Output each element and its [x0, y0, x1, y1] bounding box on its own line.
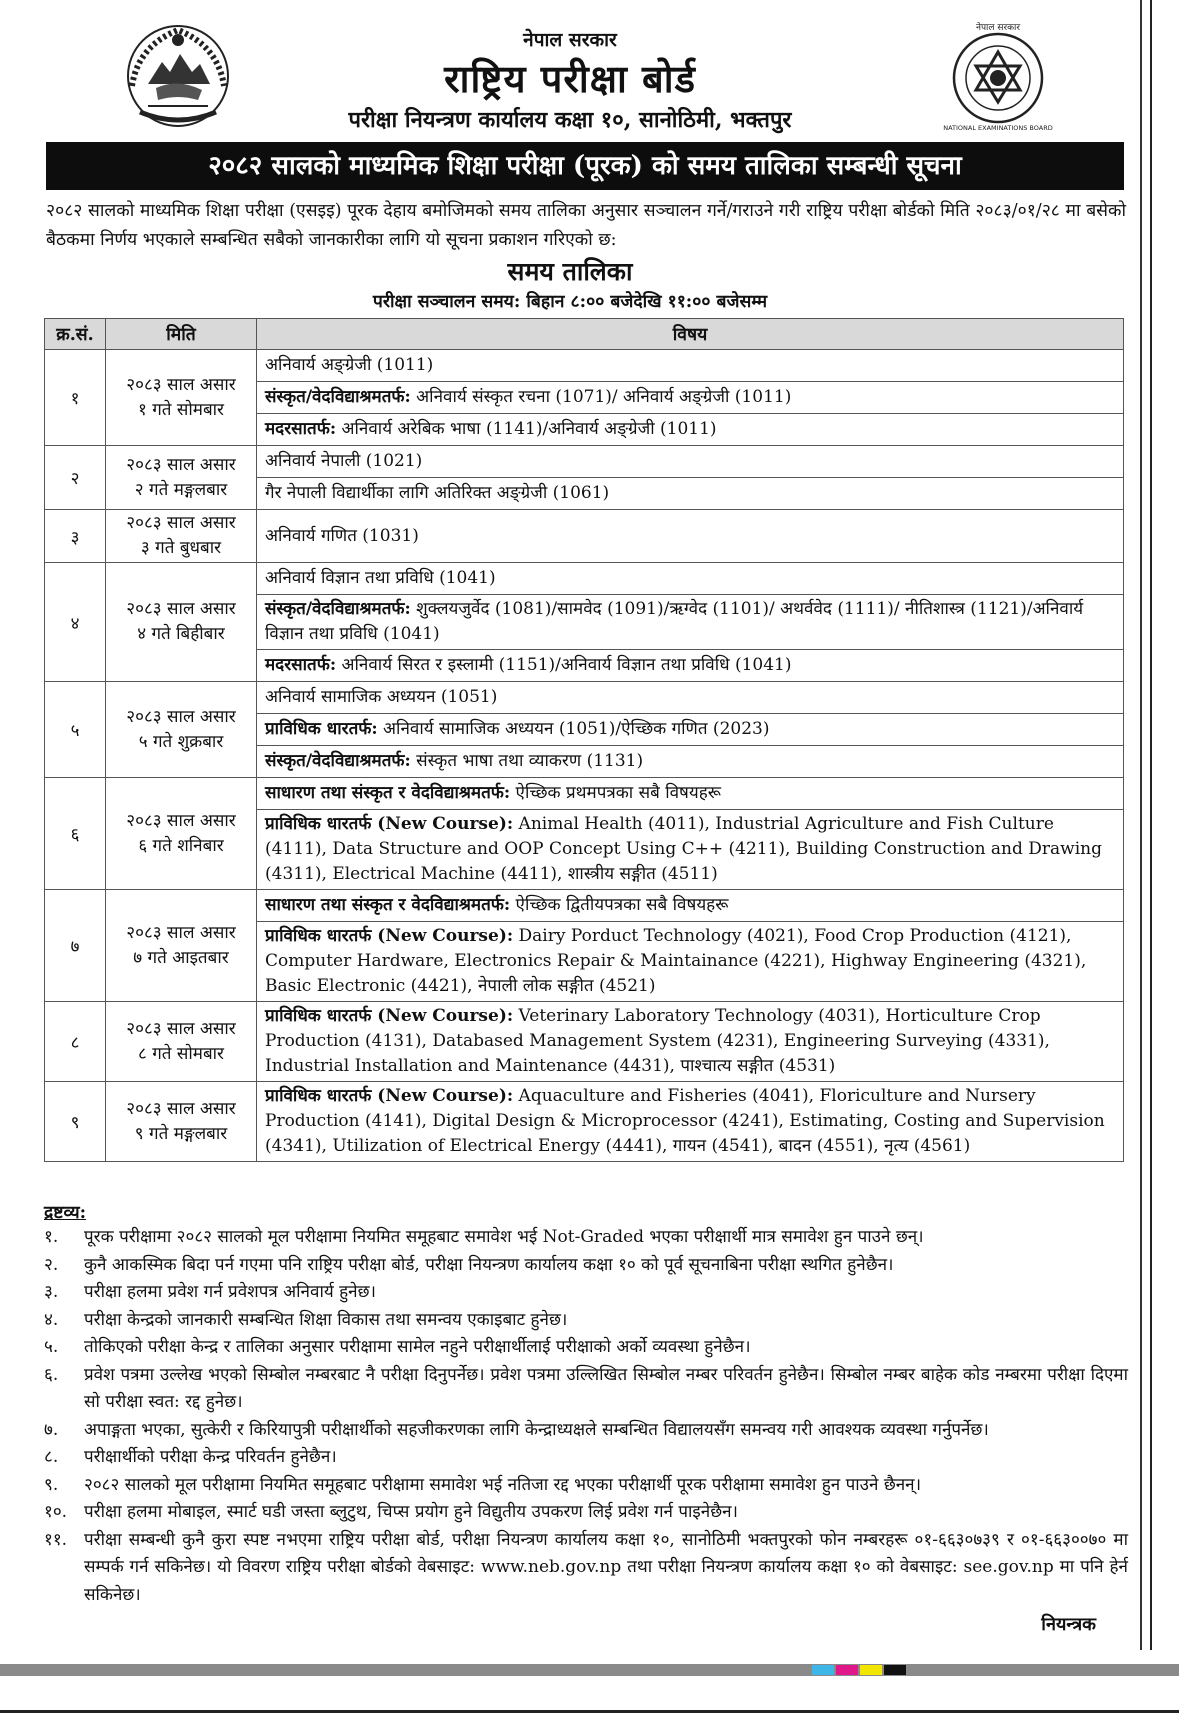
date-line-1: २०८३ साल असार	[126, 374, 236, 395]
subject-text: संस्कृत भाषा तथा व्याकरण (1131)	[410, 751, 644, 771]
date-line-1: २०८३ साल असार	[126, 922, 236, 943]
table-row	[45, 563, 1124, 595]
subject-text: अनिवार्य विज्ञान तथा प्रविधि (1041)	[265, 568, 496, 588]
neb-logo-bottom-text: NATIONAL EXAMINATIONS BOARD	[943, 124, 1053, 132]
serial-cell: २	[45, 446, 106, 510]
subject-stream-label: मदरसातर्फ:	[265, 419, 337, 439]
note-item	[44, 1362, 1128, 1417]
note-item	[44, 1417, 1128, 1445]
note-text: परीक्षार्थीको परीक्षा केन्द्र परिवर्तन हुनेछैन।	[84, 1447, 337, 1467]
subject-cell	[257, 1082, 1124, 1162]
date-line-2: ७ गते आइतबार	[133, 947, 229, 968]
signer: नियन्त्रक	[1041, 1614, 1096, 1635]
serial-cell: ४	[45, 563, 106, 682]
date-cell	[106, 890, 257, 1002]
subject-cell	[257, 890, 1124, 922]
subject-stream-label: प्राविधिक धारतर्फ (New Course):	[265, 926, 514, 946]
subject-cell	[257, 510, 1124, 563]
table-row	[45, 1002, 1124, 1082]
date-cell	[106, 350, 257, 446]
subject-cell	[257, 382, 1124, 414]
note-item	[44, 1279, 1128, 1307]
subject-cell	[257, 810, 1124, 890]
note-text: तोकिएको परीक्षा केन्द्र र तालिका अनुसार परीक्षामा सामेल नहुने परीक्षार्थीलाई परीक्षाको अर्को व्यवस्था हुनेछैन।	[84, 1337, 751, 1357]
date-line-2: ६ गते शनिबार	[138, 835, 224, 856]
subject-text: Dairy Porduct Technology (4021), Food Crop Production (4121), Computer Hardware, Electronics Repair & Maintainance (4221), Highway Engineering (4321), Basic Electronic (4421), नेपाली लोक सङ्गीत (4521)	[265, 926, 1087, 996]
subject-cell	[257, 1002, 1124, 1082]
subject-stream-label: मदरसातर्फ:	[265, 655, 337, 675]
subject-stream-label: प्राविधिक धारतर्फ (New Course):	[265, 1006, 514, 1026]
note-item	[44, 1499, 1128, 1527]
subject-text: अनिवार्य सामाजिक अध्ययन (1051)/ऐच्छिक गणित (2023)	[377, 719, 770, 739]
date-line-2: १ गते सोमबार	[137, 399, 225, 420]
serial-cell: ७	[45, 890, 106, 1002]
print-swatch-magenta	[836, 1665, 858, 1675]
table-header-row	[45, 319, 1124, 350]
subject-stream-label: प्राविधिक धारतर्फ:	[265, 719, 378, 739]
date-line-2: ८ गते सोमबार	[137, 1043, 225, 1064]
table-row	[45, 350, 1124, 382]
serial-cell: ९	[45, 1082, 106, 1162]
table-row	[45, 890, 1124, 922]
table-row	[45, 778, 1124, 810]
note-text: परीक्षा हलमा प्रवेश गर्न प्रवेशपत्र अनिवार्य हुनेछ।	[84, 1282, 376, 1302]
note-item	[44, 1444, 1128, 1472]
serial-cell: १	[45, 350, 106, 446]
subject-cell	[257, 446, 1124, 478]
subject-stream-label: साधारण तथा संस्कृत र वेदविद्याश्रमतर्फ:	[265, 783, 511, 803]
note-item	[44, 1252, 1128, 1280]
subject-text: शुक्लयजुर्वेद (1081)/सामवेद (1091)/ऋग्वेद (1101)/ अथर्ववेद (1111)/ नीतिशास्त्र (1121)/अनिवार्य विज्ञान तथा प्रविधि (1041)	[265, 599, 1084, 644]
date-line-2: ३ गते बुधबार	[140, 538, 222, 558]
subject-text: अनिवार्य अङ्ग्रेजी (1011)	[265, 355, 434, 375]
subject-text: अनिवार्य संस्कृत रचना (1071)/ अनिवार्य अङ्ग्रेजी (1011)	[410, 387, 792, 407]
intro-paragraph: २०८२ सालको माध्यमिक शिक्षा परीक्षा (एसइइ) पूरक देहाय बमोजिमको समय तालिका अनुसार सञ्चालन गर्ने/गराउने गरी राष्ट्रिय परीक्षा बोर्डको मिति २०८३/०१/२८ मा बसेको बैठकमा निर्णय भएकाले सम्बन्धित सबैको जानकारीका लागि यो सूचना प्रकाशन गरिएको छ:	[46, 201, 1126, 250]
subject-stream-label: संस्कृत/वेदविद्याश्रमतर्फ:	[265, 599, 411, 619]
date-cell	[106, 682, 257, 778]
date-line-1: २०८३ साल असार	[126, 706, 236, 727]
timetable	[44, 318, 1124, 1162]
note-number: १०.	[44, 1502, 68, 1522]
note-item	[44, 1307, 1128, 1335]
date-cell	[106, 563, 257, 682]
date-line-2: २ गते मङ्गलबार	[134, 479, 228, 500]
subject-cell	[257, 714, 1124, 746]
subject-cell	[257, 595, 1124, 650]
subject-text: अनिवार्य अरेबिक भाषा (1141)/अनिवार्य अङ्ग्रेजी (1011)	[336, 419, 717, 439]
serial-cell: ६	[45, 778, 106, 890]
note-text: पूरक परीक्षामा २०८२ सालको मूल परीक्षामा नियमित समूहबाट समावेश भई Not-Graded भएका परीक्षार्थी मात्र समावेश हुन पाउने छन्।	[84, 1227, 924, 1247]
note-text: २०८२ सालको मूल परीक्षामा नियमित समूहबाट परीक्षामा समावेश भई नतिजा रद्द भएका परीक्षार्थी पूरक परीक्षामा समावेश हुन पाउने छैनन्।	[84, 1474, 922, 1495]
subject-cell	[257, 414, 1124, 446]
header-subject: विषय	[257, 319, 1124, 350]
date-cell	[106, 1002, 257, 1082]
date-cell	[106, 446, 257, 510]
note-text: अपाङ्गता भएका, सुत्केरी र किरियापुत्री परीक्षार्थीको सहजीकरणका लागि केन्द्राध्यक्षले सम्बन्धित विद्यालयसँग समन्वय गरी आवश्यक व्यवस्था गर्नुपर्नेछ।	[84, 1419, 989, 1440]
serial-cell: ८	[45, 1002, 106, 1082]
note-text: प्रवेश पत्रमा उल्लेख भएको सिम्बोल नम्बरबाट नै परीक्षा दिनुपर्नेछ। प्रवेश पत्रमा उल्लिखित सिम्बोल नम्बर परिवर्तन हुनेछैन। सिम्बोल नम्बर बाहेक कोड नम्बरमा परीक्षा दिएमा सो परीक्षा स्वत: रद्द हुनेछ।	[84, 1364, 1128, 1412]
date-line-1: २०८३ साल असार	[126, 1098, 236, 1119]
subject-cell	[257, 746, 1124, 778]
print-swatch-cyan	[812, 1665, 834, 1675]
header-serial: क्र.सं.	[45, 319, 106, 350]
note-text: परीक्षा सम्बन्धी कुनै कुरा स्पष्ट नभएमा राष्ट्रिय परीक्षा बोर्ड, परीक्षा नियन्त्रण कार्यालय कक्षा १०, सानोठिमी भक्तपुरको फोन नम्बरहरू ०१-६६३०७३९ र ०१-६६३००७० मा सम्पर्क गर्न सकिनेछ। यो विवरण राष्ट्रिय परीक्षा बोर्डको वेबसाइट: www.neb.gov.np तथा परीक्षा नियन्त्रण कार्यालय कक्षा १० को वेबसाइट: see.gov.np मा पनि हेर्न सकिनेछ।	[84, 1529, 1128, 1605]
serial-cell: ५	[45, 682, 106, 778]
date-line-1: २०८३ साल असार	[126, 810, 236, 831]
date-line-1: २०८३ साल असार	[126, 513, 236, 533]
subject-stream-label: साधारण तथा संस्कृत र वेदविद्याश्रमतर्फ:	[265, 895, 511, 915]
board-name: राष्ट्रिय परीक्षा बोर्ड	[444, 56, 696, 101]
subject-text: ऐच्छिक द्वितीयपत्रका सबै विषयहरू	[510, 895, 729, 915]
bottom-rule	[0, 1710, 1179, 1713]
date-cell	[106, 510, 257, 563]
subject-text: अनिवार्य सिरत र इस्लामी (1151)/अनिवार्य विज्ञान तथा प्रविधि (1041)	[336, 655, 792, 675]
notes-title: द्रष्टव्य:	[44, 1203, 87, 1223]
note-number: ५.	[44, 1337, 59, 1357]
neb-logo-top-text: नेपाल सरकार	[975, 23, 1021, 33]
note-number: ३.	[44, 1282, 59, 1302]
table-row	[45, 682, 1124, 714]
subject-text: Animal Health (4011), Industrial Agriculture and Fish Culture (4111), Data Structure and OOP Concept Using C++ (4211), Building Construction and Drawing (4311), Electrical Machine (4411), शास्त्रीय सङ्गीत (4511)	[265, 814, 1103, 884]
note-item	[44, 1527, 1128, 1610]
note-number: २.	[44, 1254, 59, 1275]
subject-text: अनिवार्य गणित (1031)	[265, 525, 419, 546]
timetable-body	[45, 350, 1124, 1162]
subject-text: अनिवार्य सामाजिक अध्ययन (1051)	[265, 687, 498, 707]
subject-stream-label: संस्कृत/वेदविद्याश्रमतर्फ:	[265, 751, 411, 771]
header-date: मिति	[106, 319, 257, 350]
serial-cell: ३	[45, 510, 106, 563]
subject-cell	[257, 682, 1124, 714]
note-number: ७.	[44, 1419, 59, 1440]
table-row	[45, 510, 1124, 563]
neb-logo-icon	[938, 16, 1058, 134]
subject-cell	[257, 563, 1124, 595]
subject-cell	[257, 922, 1124, 1002]
note-number: ८.	[44, 1447, 59, 1467]
notice-title-banner: २०८२ सालको माध्यमिक शिक्षा परीक्षा (पूरक) को समय तालिका सम्बन्धी सूचना	[46, 142, 1124, 190]
date-line-2: ४ गते बिहीबार	[137, 624, 225, 644]
note-text: परीक्षा हलमा मोबाइल, स्मार्ट घडी जस्ता ब्लुटुथ, चिप्स प्रयोग हुने विद्युतीय उपकरण लिई प्रवेश गर्न पाइनेछैन।	[84, 1502, 739, 1522]
note-item	[44, 1334, 1128, 1362]
note-item	[44, 1472, 1128, 1500]
note-number: १.	[44, 1227, 59, 1247]
subject-stream-label: प्राविधिक धारतर्फ (New Course):	[265, 814, 514, 834]
subject-text: अनिवार्य नेपाली (1021)	[265, 451, 423, 471]
government-name: नेपाल सरकार	[523, 29, 617, 51]
subject-text: Veterinary Laboratory Technology (4031), Horticulture Crop Production (4131), Databased Management System (4231), Engineering Surveying (4331), Industrial Installation and Maintenance (4431), पाश्चात्य सङ्गीत (4531)	[265, 1006, 1050, 1076]
note-text: कुनै आकस्मिक बिदा पर्न गएमा पनि राष्ट्रिय परीक्षा बोर्ड, परीक्षा नियन्त्रण कार्यालय कक्षा १० को पूर्व सूचनाबिना परीक्षा स्थगित हुनेछैन।	[84, 1254, 894, 1275]
note-item	[44, 1224, 1128, 1252]
date-line-1: २०८३ साल असार	[126, 599, 236, 619]
subject-cell	[257, 778, 1124, 810]
subject-cell	[257, 478, 1124, 510]
note-text: परीक्षा केन्द्रको जानकारी सम्बन्धित शिक्षा विकास तथा समन्वय एकाइबाट हुनेछ।	[84, 1309, 568, 1330]
subject-text: ऐच्छिक प्रथमपत्रका सबै विषयहरू	[510, 783, 721, 803]
print-swatch-black	[884, 1665, 906, 1675]
note-number: ४.	[44, 1309, 59, 1330]
notes-list	[44, 1224, 1128, 1609]
note-number: ६.	[44, 1364, 59, 1385]
subject-stream-label: प्राविधिक धारतर्फ (New Course):	[265, 1086, 514, 1106]
date-line-2: ९ गते मङ्गलबार	[134, 1123, 228, 1144]
page-divider-bar	[0, 1664, 1179, 1676]
table-row	[45, 446, 1124, 478]
exam-time: परीक्षा सञ्चालन समय: बिहान ८:०० बजेदेखि ११:०० बजेसम्म	[372, 292, 768, 312]
office-address: परीक्षा नियन्त्रण कार्यालय कक्षा १०, सानोठिमी, भक्तपुर	[348, 107, 792, 133]
date-line-1: २०८३ साल असार	[126, 1018, 236, 1039]
note-number: ११.	[44, 1529, 68, 1550]
date-cell	[106, 1082, 257, 1162]
adjacent-page-edge	[1150, 0, 1179, 1650]
date-cell	[106, 778, 257, 890]
date-line-2: ५ गते शुक्रबार	[138, 731, 224, 752]
subject-stream-label: संस्कृत/वेदविद्याश्रमतर्फ:	[265, 387, 411, 407]
subject-text: गैर नेपाली विद्यार्थीका लागि अतिरिक्त अङ्ग्रेजी (1061)	[265, 483, 610, 503]
table-row	[45, 1082, 1124, 1162]
subject-text: Aquaculture and Fisheries (4041), Floriculture and Nursery Production (4141), Digital Design & Microprocessor (4241), Estimating, Costing and Supervision (4341), Utilization of Electrical Energy (4441), गायन (4541), बादन (4551), नृत्य (4561)	[265, 1086, 1105, 1156]
schedule-title: समय तालिका	[507, 257, 633, 286]
print-swatch-yellow	[860, 1665, 882, 1675]
date-line-1: २०८३ साल असार	[126, 454, 236, 475]
subject-cell	[257, 350, 1124, 382]
note-number: ९.	[44, 1474, 59, 1495]
subject-cell	[257, 650, 1124, 682]
